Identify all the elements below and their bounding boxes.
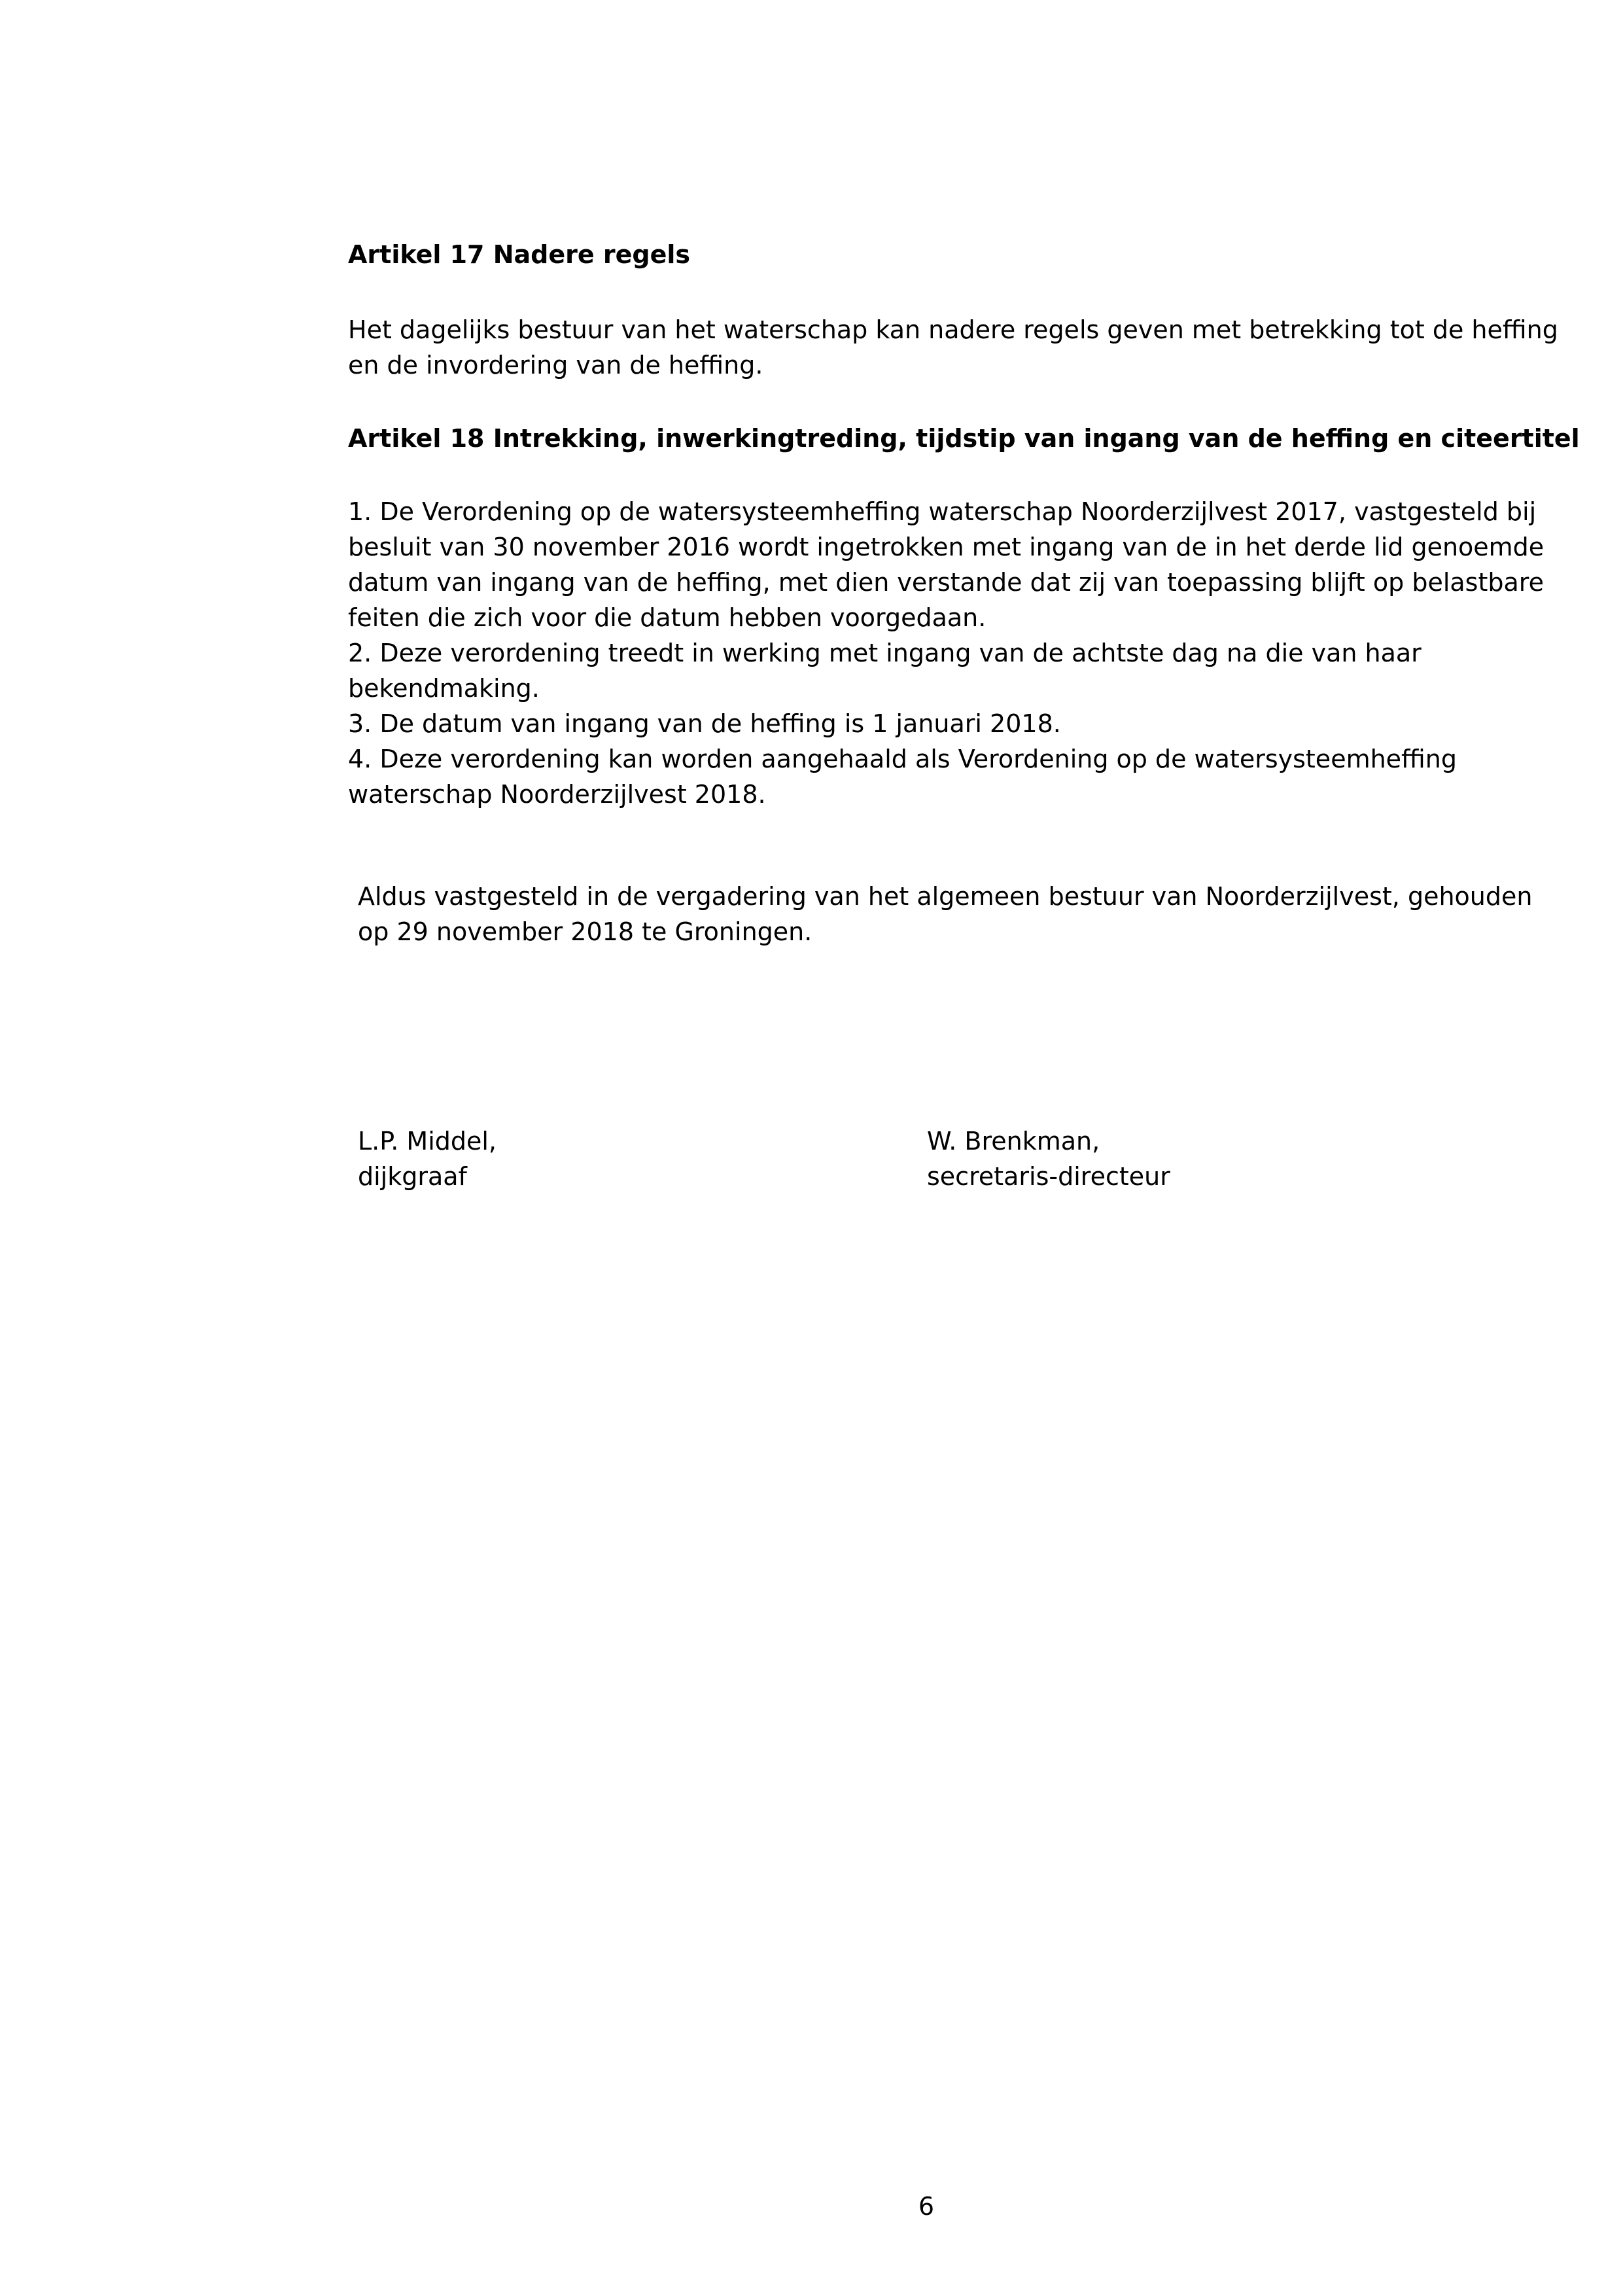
list-item-3 (348, 706, 1532, 741)
signature-left (348, 1123, 927, 1194)
signature-left-title: dijkgraaf (358, 1162, 467, 1191)
list-item-line: feiten die zich voor die datum hebben voorgedaan. (348, 603, 986, 632)
article17-heading: Artikel 17 Nadere regels (348, 240, 691, 269)
list-item-1 (348, 494, 1544, 635)
list-item-line: bekendmaking. (348, 674, 540, 703)
list-item-line: datum van ingang van de heffing, met dien verstande dat zij van toepassing blijft op belastbare (348, 568, 1544, 597)
list-item-line: waterschap Noorderzijlvest 2018. (348, 780, 766, 809)
document-content (348, 0, 1580, 1194)
list-item-line: 1. De Verordening op de watersysteemheffing waterschap Noorderzijlvest 2017, vastgesteld bij (348, 497, 1537, 526)
article17-paragraph (348, 312, 1558, 383)
list-item-line: 3. De datum van ingang van de heffing is 1 januari 2018. (348, 709, 1061, 738)
closing-paragraph (348, 879, 1532, 949)
signature-right-title: secretaris-directeur (927, 1162, 1170, 1191)
list-item-line: 4. Deze verordening kan worden aangehaald als Verordening op de watersysteemheffing (348, 745, 1457, 773)
signature-right (927, 1123, 1170, 1194)
page-number: 6 (918, 2192, 935, 2221)
article18-list (348, 494, 1544, 812)
signature-block (348, 1123, 1532, 1194)
signature-right-name: W. Brenkman, (927, 1127, 1100, 1156)
list-item-4 (348, 741, 1532, 812)
signature-left-name: L.P. Middel, (358, 1127, 497, 1156)
list-item-2 (348, 635, 1532, 706)
paragraph-line: en de invordering van de heffing. (348, 351, 763, 380)
closing-line: op 29 november 2018 te Groningen. (358, 917, 812, 946)
list-item-line: besluit van 30 november 2016 wordt ingetrokken met ingang van de in het derde lid genoemde (348, 533, 1544, 561)
list-item-line: 2. Deze verordening treedt in werking met ingang van de achtste dag na die van haar (348, 639, 1422, 667)
article18-heading: Artikel 18 Intrekking, inwerkingtreding, tijdstip van ingang van de heffing en citeertitel (348, 424, 1580, 453)
closing-line: Aldus vastgesteld in de vergadering van het algemeen bestuur van Noorderzijlvest, gehouden (358, 882, 1533, 911)
paragraph-line: Het dagelijks bestuur van het waterschap kan nadere regels geven met betrekking tot de heffing (348, 315, 1558, 344)
